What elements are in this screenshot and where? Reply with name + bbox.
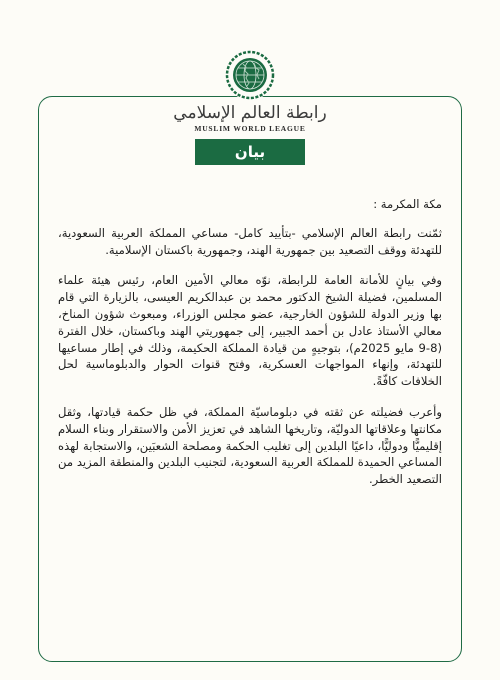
statement-label: بيان [195,139,305,165]
paragraph-2: وفي بيانٍ للأمانة العامة للرابطة، نوّه معالي الأمين العام، رئيس هيئة علماء المسلمين، فضيلة الشيخ الدكتور محمد بن عبدالكريم العيسى، بالزيارة التي قام بها وزير الدولة للشؤون الخارجية، عضو مجلس الوزراء، ومبعوث شؤون المناخ، معالي الأستاذ عادل بن أحمد الجبير، إلى جمهوريتي الهند وباكستان، خلال الفترة (8-9 مايو 2025م)، بتوجيهٍ من قيادة المملكة الحكيمة، وذلك في إطار مساعيها للتهدئة، وإنهاء المواجهات العسكرية، وفتح قنوات الحوار والدبلوماسية لحل الخلافات كافّةً. [58,273,442,389]
header [0,50,500,165]
dateline: مكة المكرمة : [373,197,442,211]
globe-emblem-icon [225,50,275,100]
paragraph-3: وأعرب فضيلته عن ثقته في دبلوماسيّة المملكة، في ظل حكمة قيادتها، وثقل مكانتها وعلاقاتها الدوليّة، وتاريخها الشاهد في تعزيز الأمن والاستقرار وبناء السلام إقليميًّا ودوليًّا، داعيًا البلدين إلى تغليب الحكمة ومصلحة الشعبَين، والاستجابة لهذه المساعي الحميدة للمملكة العربية السعودية، لتجنيب البلدين والمنطقة المزيد من التصعيد الخطر. [58,404,442,487]
org-name-arabic: رابطة العالم الإسلامي [165,102,334,124]
statement-body [58,196,442,502]
paragraph-1: ثمّنت رابطة العالم الإسلامي -بتأييد كامل- مساعي المملكة العربية السعودية، للتهدئة ووقف التصعيد بين جمهورية الهند، وجمهورية باكستان الإسلامية. [58,225,442,257]
org-name-english: MUSLIM WORLD LEAGUE [186,124,313,134]
